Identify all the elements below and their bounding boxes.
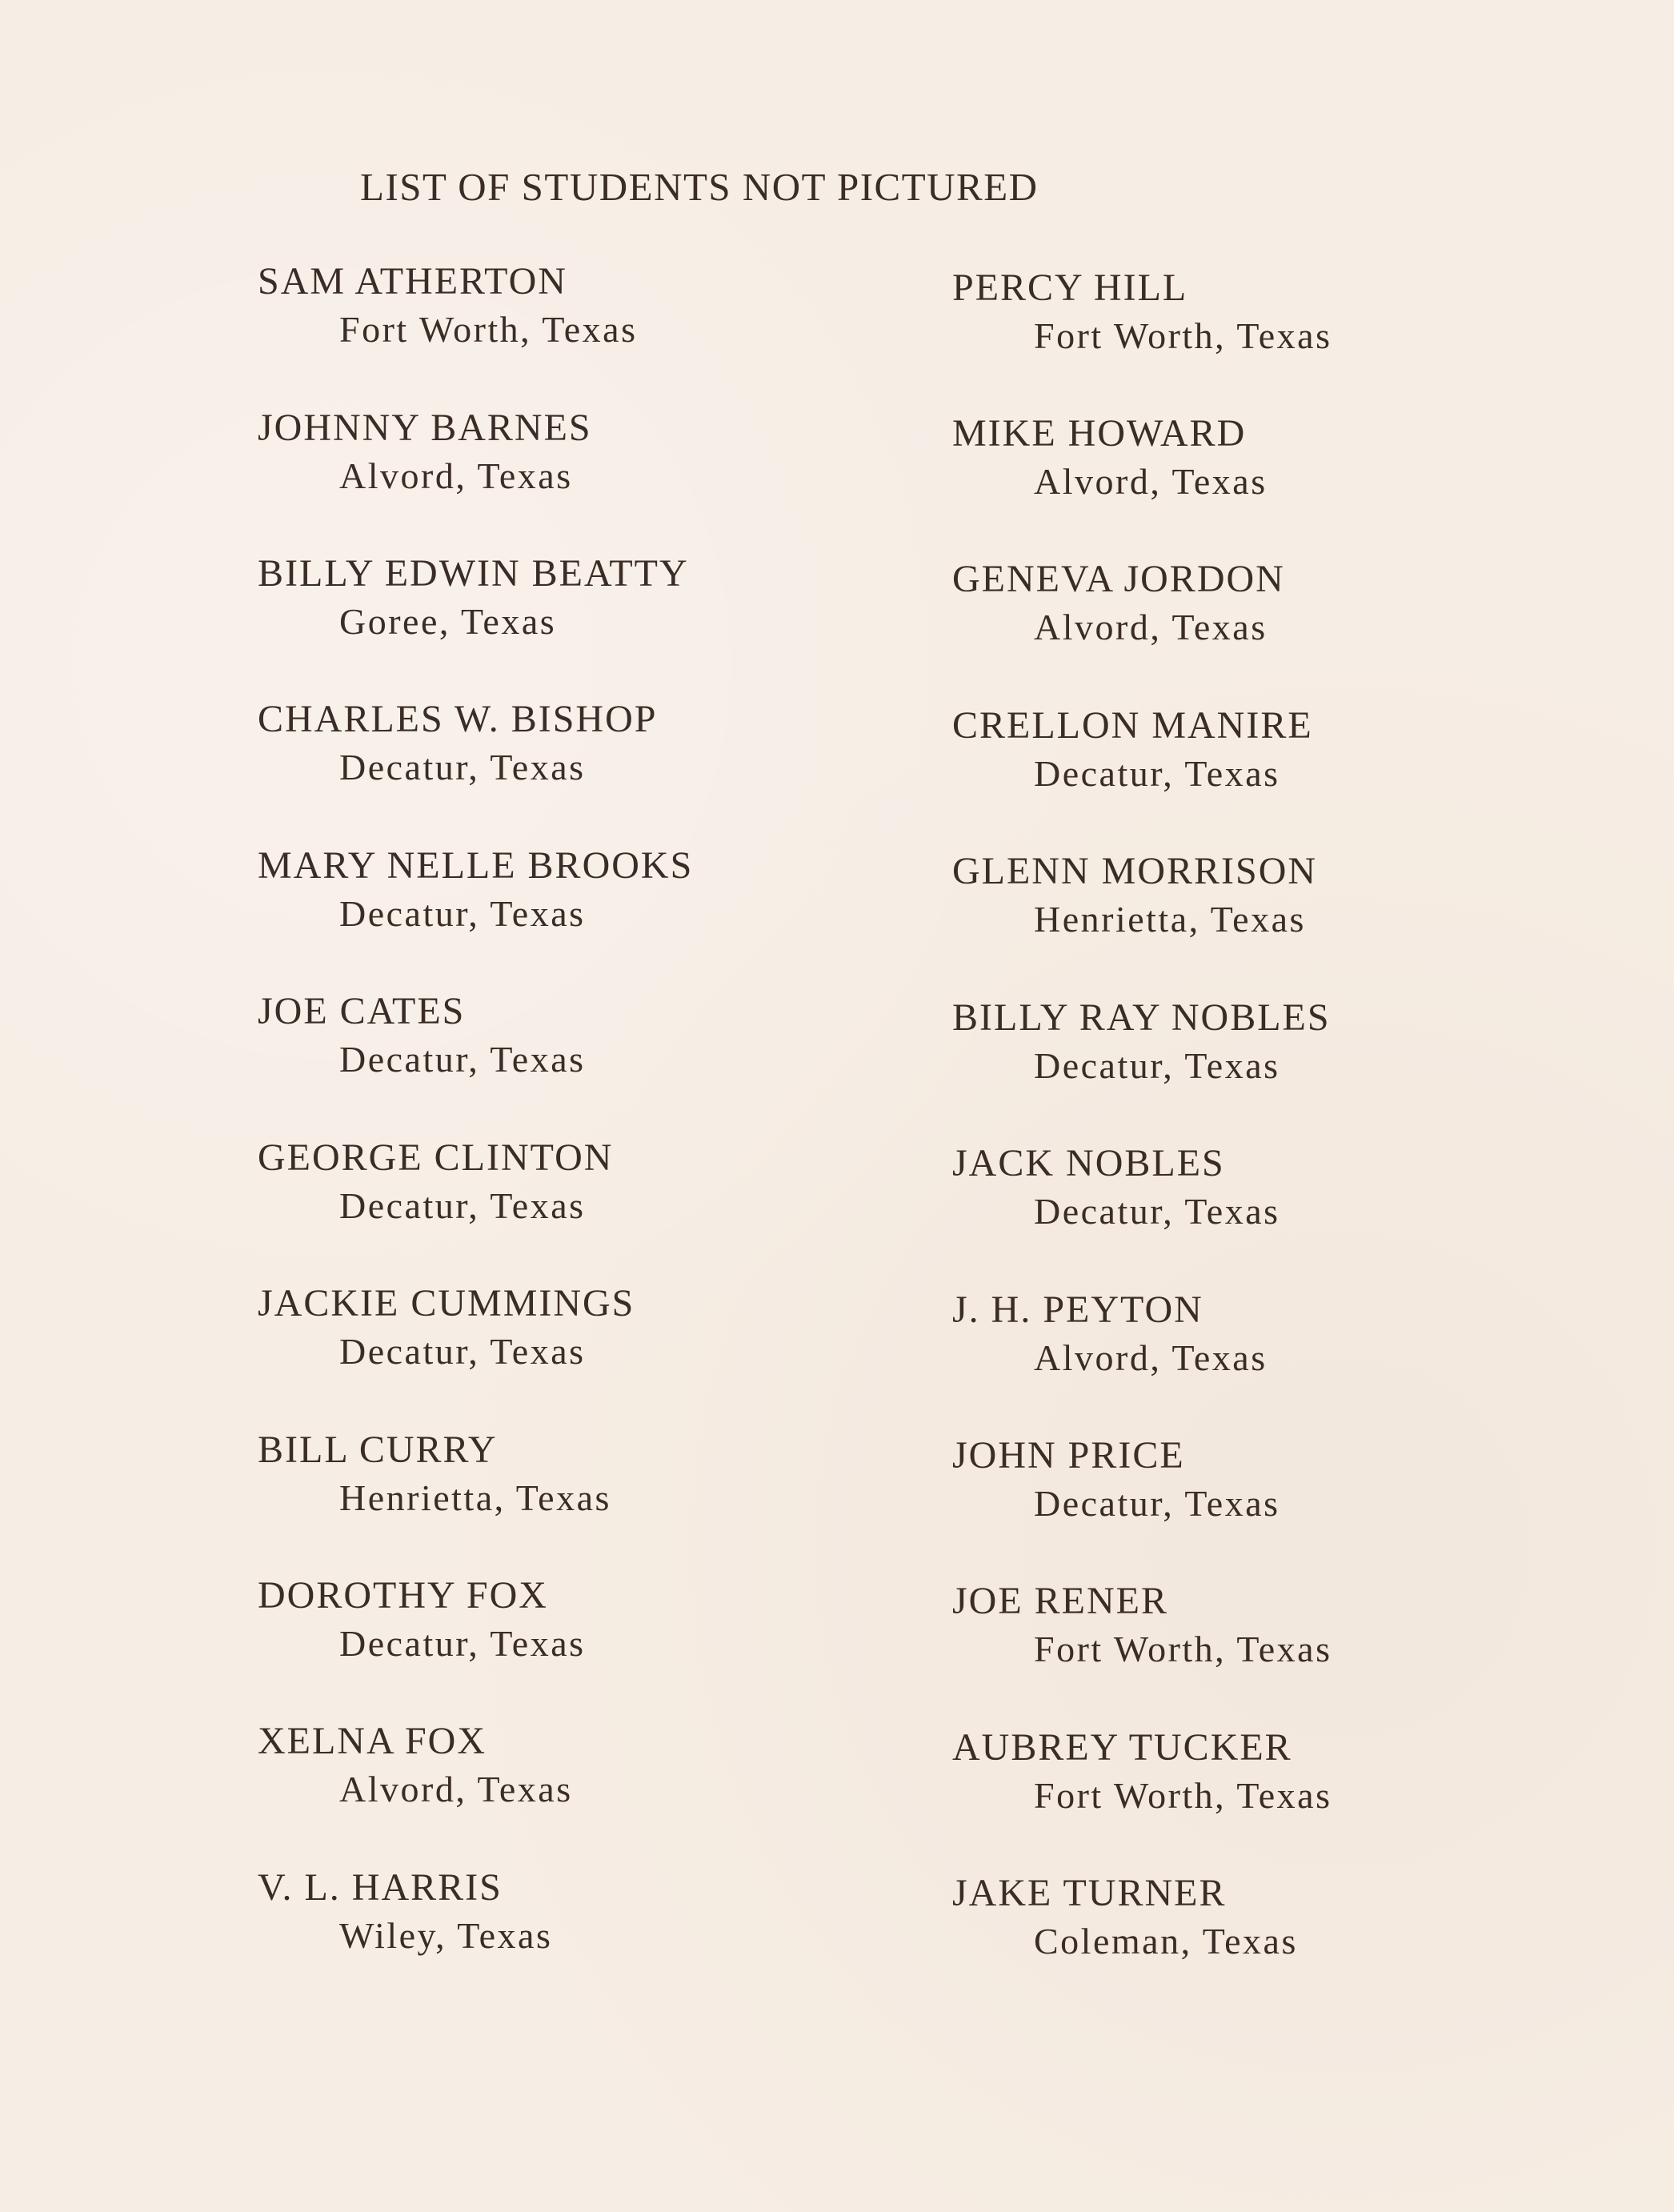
student-name: GENEVA JORDON [952, 558, 1285, 600]
student-entry [952, 1724, 1608, 1820]
student-name: SAM ATHERTON [258, 260, 567, 303]
student-hometown: Decatur, Texas [339, 1623, 586, 1664]
student-hometown: Henrietta, Texas [1034, 899, 1306, 940]
student-hometown: Alvord, Texas [1034, 1337, 1268, 1378]
student-name: XELNA FOX [258, 1720, 487, 1762]
student-hometown: Fort Worth, Texas [1034, 1629, 1332, 1669]
student-hometown: Fort Worth, Texas [339, 309, 638, 350]
student-hometown: Alvord, Texas [339, 455, 573, 496]
student-hometown: Fort Worth, Texas [1034, 1775, 1332, 1816]
student-entry [952, 264, 1608, 360]
student-name: GEORGE CLINTON [258, 1136, 614, 1179]
student-entry [952, 1432, 1608, 1528]
student-entry [258, 258, 914, 354]
student-name: CRELLON MANIRE [952, 704, 1313, 747]
student-name: J. H. PEYTON [952, 1288, 1203, 1331]
student-hometown: Henrietta, Texas [339, 1477, 611, 1518]
student-entry [952, 410, 1608, 506]
student-name: BILLY RAY NOBLES [952, 996, 1331, 1039]
student-hometown: Decatur, Texas [339, 1185, 586, 1226]
student-hometown: Alvord, Texas [339, 1769, 573, 1809]
student-hometown: Decatur, Texas [1034, 753, 1280, 794]
student-entry [258, 550, 914, 646]
student-name: BILL CURRY [258, 1429, 498, 1471]
student-entry [258, 404, 914, 500]
student-name: JACKIE CUMMINGS [258, 1282, 635, 1324]
student-name: DOROTHY FOX [258, 1574, 548, 1617]
student-hometown: Goree, Texas [339, 601, 557, 642]
student-entry [258, 1572, 914, 1668]
student-entry [952, 1140, 1608, 1236]
student-entry [952, 1286, 1608, 1382]
student-entry [258, 1864, 914, 1960]
student-name: JOHN PRICE [952, 1434, 1185, 1477]
student-hometown: Wiley, Texas [339, 1915, 553, 1956]
student-hometown: Decatur, Texas [339, 1039, 586, 1080]
student-entry [258, 1426, 914, 1522]
student-hometown: Decatur, Texas [1034, 1483, 1280, 1524]
student-name: JACK NOBLES [952, 1142, 1225, 1184]
student-entry [258, 695, 914, 791]
student-name: JAKE TURNER [952, 1872, 1227, 1914]
student-entry [258, 1134, 914, 1230]
student-entry [258, 988, 914, 1084]
student-entry [952, 555, 1608, 651]
page-title: LIST OF STUDENTS NOT PICTURED [360, 165, 1039, 209]
student-hometown: Alvord, Texas [1034, 461, 1268, 502]
student-entry [952, 848, 1608, 944]
student-hometown: Decatur, Texas [339, 893, 586, 934]
student-name: BILLY EDWIN BEATTY [258, 552, 689, 595]
student-name: GLENN MORRISON [952, 850, 1318, 892]
student-hometown: Decatur, Texas [339, 1331, 586, 1372]
student-name: MIKE HOWARD [952, 412, 1247, 455]
student-hometown: Decatur, Texas [339, 747, 586, 787]
student-name: JOE CATES [258, 990, 466, 1032]
student-name: JOE RENER [952, 1580, 1168, 1622]
student-hometown: Fort Worth, Texas [1034, 315, 1332, 356]
student-name: MARY NELLE BROOKS [258, 844, 694, 887]
student-name: JOHNNY BARNES [258, 407, 592, 449]
student-entry [952, 702, 1608, 798]
student-entry [258, 1280, 914, 1376]
student-entry [952, 1869, 1608, 1966]
student-name: PERCY HILL [952, 266, 1188, 309]
student-hometown: Alvord, Texas [1034, 607, 1268, 647]
student-name: V. L. HARRIS [258, 1866, 503, 1909]
student-hometown: Coleman, Texas [1034, 1921, 1298, 1962]
student-entry [952, 994, 1608, 1090]
student-entry [258, 842, 914, 938]
student-hometown: Decatur, Texas [1034, 1191, 1280, 1232]
student-entry [952, 1577, 1608, 1673]
student-name: CHARLES W. BISHOP [258, 698, 658, 740]
student-name: AUBREY TUCKER [952, 1726, 1292, 1769]
student-entry [258, 1717, 914, 1813]
student-hometown: Decatur, Texas [1034, 1045, 1280, 1086]
